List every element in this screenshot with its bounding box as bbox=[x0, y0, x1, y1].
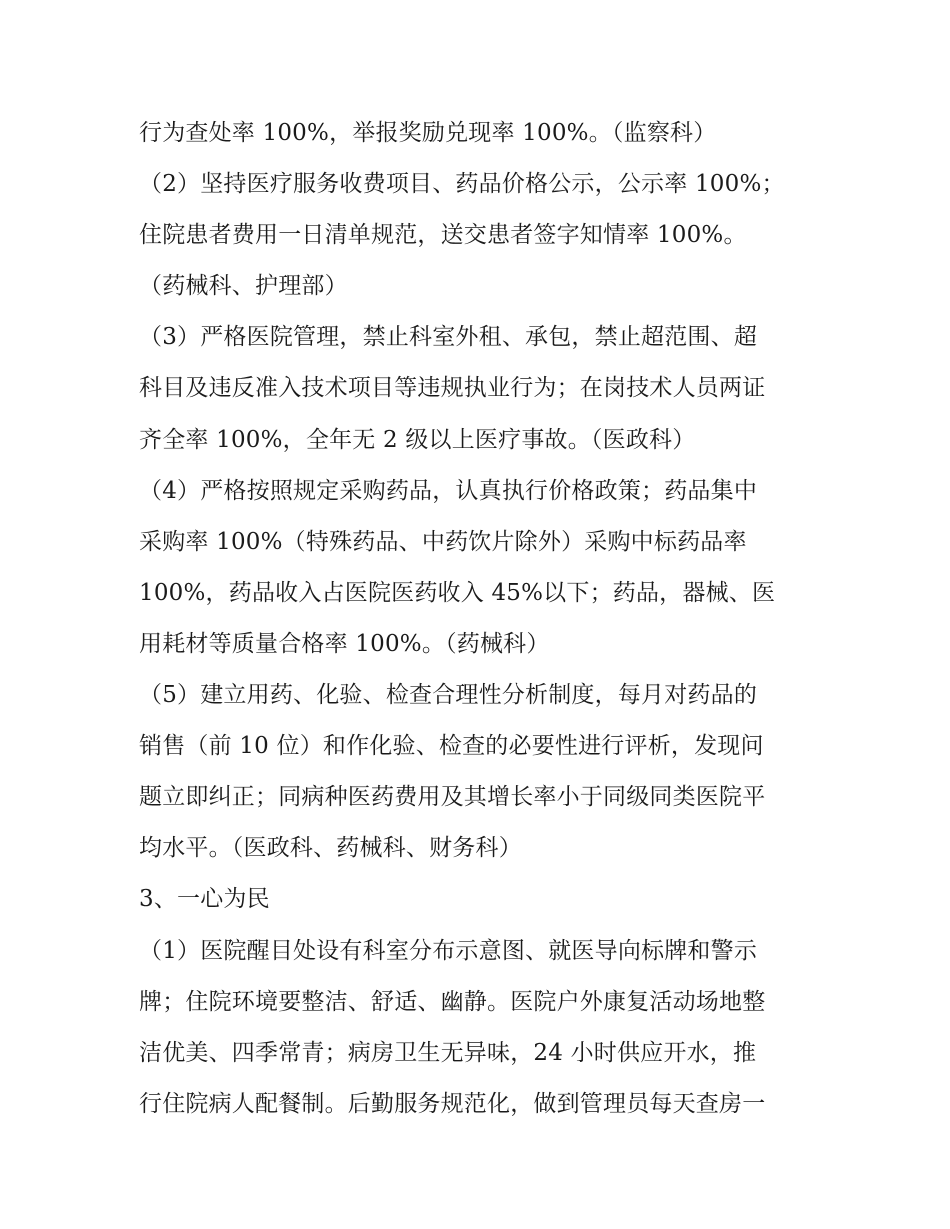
text-line: 牌；住院环境要整洁、舒适、幽静。医院户外康复活动场地整 bbox=[139, 988, 766, 1015]
text-line: （1）医院醒目处设有科室分布示意图、就医导向标牌和警示 bbox=[139, 937, 758, 964]
text-line: （药械科、护理部） bbox=[139, 273, 348, 300]
text-line: 均水平。（医政科、药械科、财务科） bbox=[139, 835, 522, 862]
text-line: 住院患者费用一日清单规范，送交患者签字知情率 100%。 bbox=[139, 222, 747, 249]
text-line: 100%，药品收入占医院医药收入 45%以下；药品，器械、医 bbox=[139, 579, 776, 606]
text-line: （2）坚持医疗服务收费项目、药品价格公示，公示率 100%； bbox=[139, 171, 785, 198]
text-line: （3）严格医院管理，禁止科室外租、承包，禁止超范围、超 bbox=[139, 324, 758, 351]
text-line: （5）建立用药、化验、检查合理性分析制度，每月对药品的 bbox=[139, 682, 758, 709]
body-text bbox=[139, 108, 829, 1130]
section-heading: 3、一心为民 bbox=[139, 886, 270, 913]
text-line: 销售（前 10 位）和作化验、检查的必要性进行评析，发现问 bbox=[139, 733, 764, 760]
text-line: （4）严格按照规定采购药品，认真执行价格政策；药品集中 bbox=[139, 477, 758, 504]
text-line: 题立即纠正；同病种医药费用及其增长率小于同级同类医院平 bbox=[139, 784, 766, 811]
text-line: 行为查处率 100%，举报奖励兑现率 100%。（监察科） bbox=[139, 120, 717, 146]
text-line: 采购率 100%（特殊药品、中药饮片除外）采购中标药品率 bbox=[139, 528, 747, 555]
text-line: 洁优美、四季常青；病房卫生无异味，24 小时供应开水，推 bbox=[139, 1039, 757, 1066]
text-line: 科目及违反准入技术项目等违规执业行为；在岗技术人员两证 bbox=[139, 375, 766, 402]
text-line: 用耗材等质量合格率 100%。（药械科） bbox=[139, 630, 550, 657]
text-line: 齐全率 100%，全年无 2 级以上医疗事故。（医政科） bbox=[139, 426, 696, 453]
text-line: 行住院病人配餐制。后勤服务规范化，做到管理员每天查房一 bbox=[139, 1090, 766, 1117]
